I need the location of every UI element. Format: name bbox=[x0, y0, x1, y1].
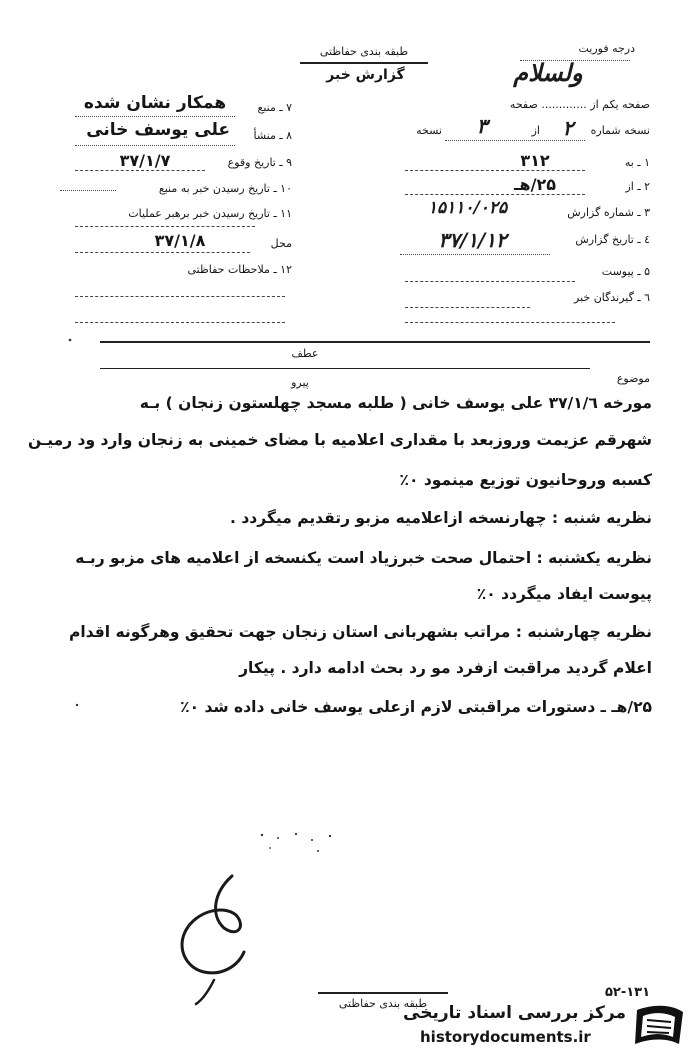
watermark-title: مرکز بررسی اسناد تاریخی bbox=[403, 1003, 626, 1023]
origin-label: ۸ ـ منشأ bbox=[253, 129, 292, 142]
remarks-label: ۱۲ ـ ملاحظات حفاظتی bbox=[187, 263, 292, 276]
field-3-value: ۱۵۱۱۰/۰۲۵ bbox=[427, 198, 508, 218]
field-1-label: ۱ ـ به bbox=[624, 156, 650, 169]
watermark-logo-icon bbox=[629, 1002, 687, 1050]
classification-bottom-overline bbox=[318, 992, 448, 994]
body-line: نظریه چهارشنبه : مراتب بشهربانی استان زنجان جهت تحقیق وهرگونه اقدام bbox=[69, 623, 652, 641]
field-4-label: ٤ ـ تاریخ گزارش bbox=[575, 233, 650, 246]
source-label: ۷ ـ منبع bbox=[257, 101, 292, 114]
body-line: پیوست ایفاد میگردد ۰٪ bbox=[476, 585, 652, 603]
field-4-value: ۳۷/۱/۱۲ bbox=[438, 228, 507, 252]
place-value: ۳۷/۱/۸ bbox=[154, 231, 206, 250]
subject-label: موضوع bbox=[616, 372, 650, 385]
watermark-url: historydocuments.ir bbox=[420, 1028, 591, 1046]
event-date-value: ۳۷/۱/۷ bbox=[119, 151, 171, 170]
body-line: مورخه ۳۷/۱/٦ علی یوسف خانی ( طلبه مسجد چهلستون زنجان ) بـه bbox=[139, 394, 652, 412]
report-title: گزارش خبر bbox=[326, 67, 405, 83]
body-line: ۲۵/هـ ـ دستورات مراقبتی لازم ازعلی یوسف خانی داده شد ۰٪ bbox=[180, 698, 652, 716]
classification-top: طبقه بندی حفاظتی bbox=[319, 45, 409, 58]
origin-value: علی یوسف خانی bbox=[86, 120, 230, 140]
copy-label: نسخه شماره bbox=[590, 124, 650, 137]
copy-total-value: ۳ bbox=[476, 114, 488, 138]
field-5-label: ۵ ـ پیوست bbox=[601, 265, 650, 278]
received-source-label: ۱۰ ـ تاریخ رسیدن خبر به منبع bbox=[158, 182, 292, 195]
place-label: محل bbox=[270, 237, 292, 250]
field-3-label: ۳ ـ شماره گزارش bbox=[567, 206, 650, 219]
field-6-label: ٦ ـ گیرندگان خبر bbox=[574, 291, 650, 304]
field-2-value: ۲۵/هـ bbox=[514, 175, 556, 194]
body-line: نظریه شنبه : چهارنسخه ازاعلامیه مزبو رتقدیم میگردد . bbox=[230, 509, 652, 527]
peyro-label: پیرو bbox=[291, 376, 309, 389]
event-date-label: ۹ ـ تاریخ وقوع bbox=[227, 156, 292, 169]
field-2-label: ۲ ـ از bbox=[625, 180, 650, 193]
urgency-handwritten: ولسلام bbox=[513, 58, 583, 87]
body-line: شهرقم عزیمت وروزبعد با مقداری اعلامیه با مضای خمینی به زنجان وارد ود رمیـن bbox=[28, 431, 652, 449]
urgency-label: درجه فوریت bbox=[578, 42, 635, 55]
body-line: کسبه وروحانیون توزیع مینمود ۰٪ bbox=[399, 471, 652, 489]
page-count-line: صفحه یکم از ............. صفحه bbox=[509, 98, 650, 111]
received-ops-label: ۱۱ ـ تاریخ رسیدن خبر برهبر عملیات bbox=[128, 207, 292, 220]
scan-specks bbox=[69, 339, 332, 852]
field-1-value: ۳۱۲ bbox=[520, 151, 550, 170]
handwritten-signature bbox=[182, 876, 244, 973]
body-line: نظریه یکشنبه : احتمال صحت خبرزیاد است یکنسخه از اعلامیه های مزبو ربـه bbox=[75, 549, 652, 567]
classification-bottom: طبقه بندی حفاظتی bbox=[338, 997, 428, 1010]
atf-label: عطف bbox=[291, 347, 319, 360]
source-value: همکار نشان شده bbox=[83, 93, 227, 113]
copy-number-value: ۲ bbox=[562, 116, 574, 140]
copy-suffix: نسخه bbox=[416, 124, 442, 137]
copy-of-label: از bbox=[531, 124, 540, 137]
signature-tail-stroke bbox=[196, 980, 214, 1004]
body-line: اعلام گردید مراقبت ازفرد مو رد بحث ادامه دارد . پیکار bbox=[239, 659, 652, 677]
document-code: ۵۲-۱۳۱ bbox=[604, 985, 651, 1000]
